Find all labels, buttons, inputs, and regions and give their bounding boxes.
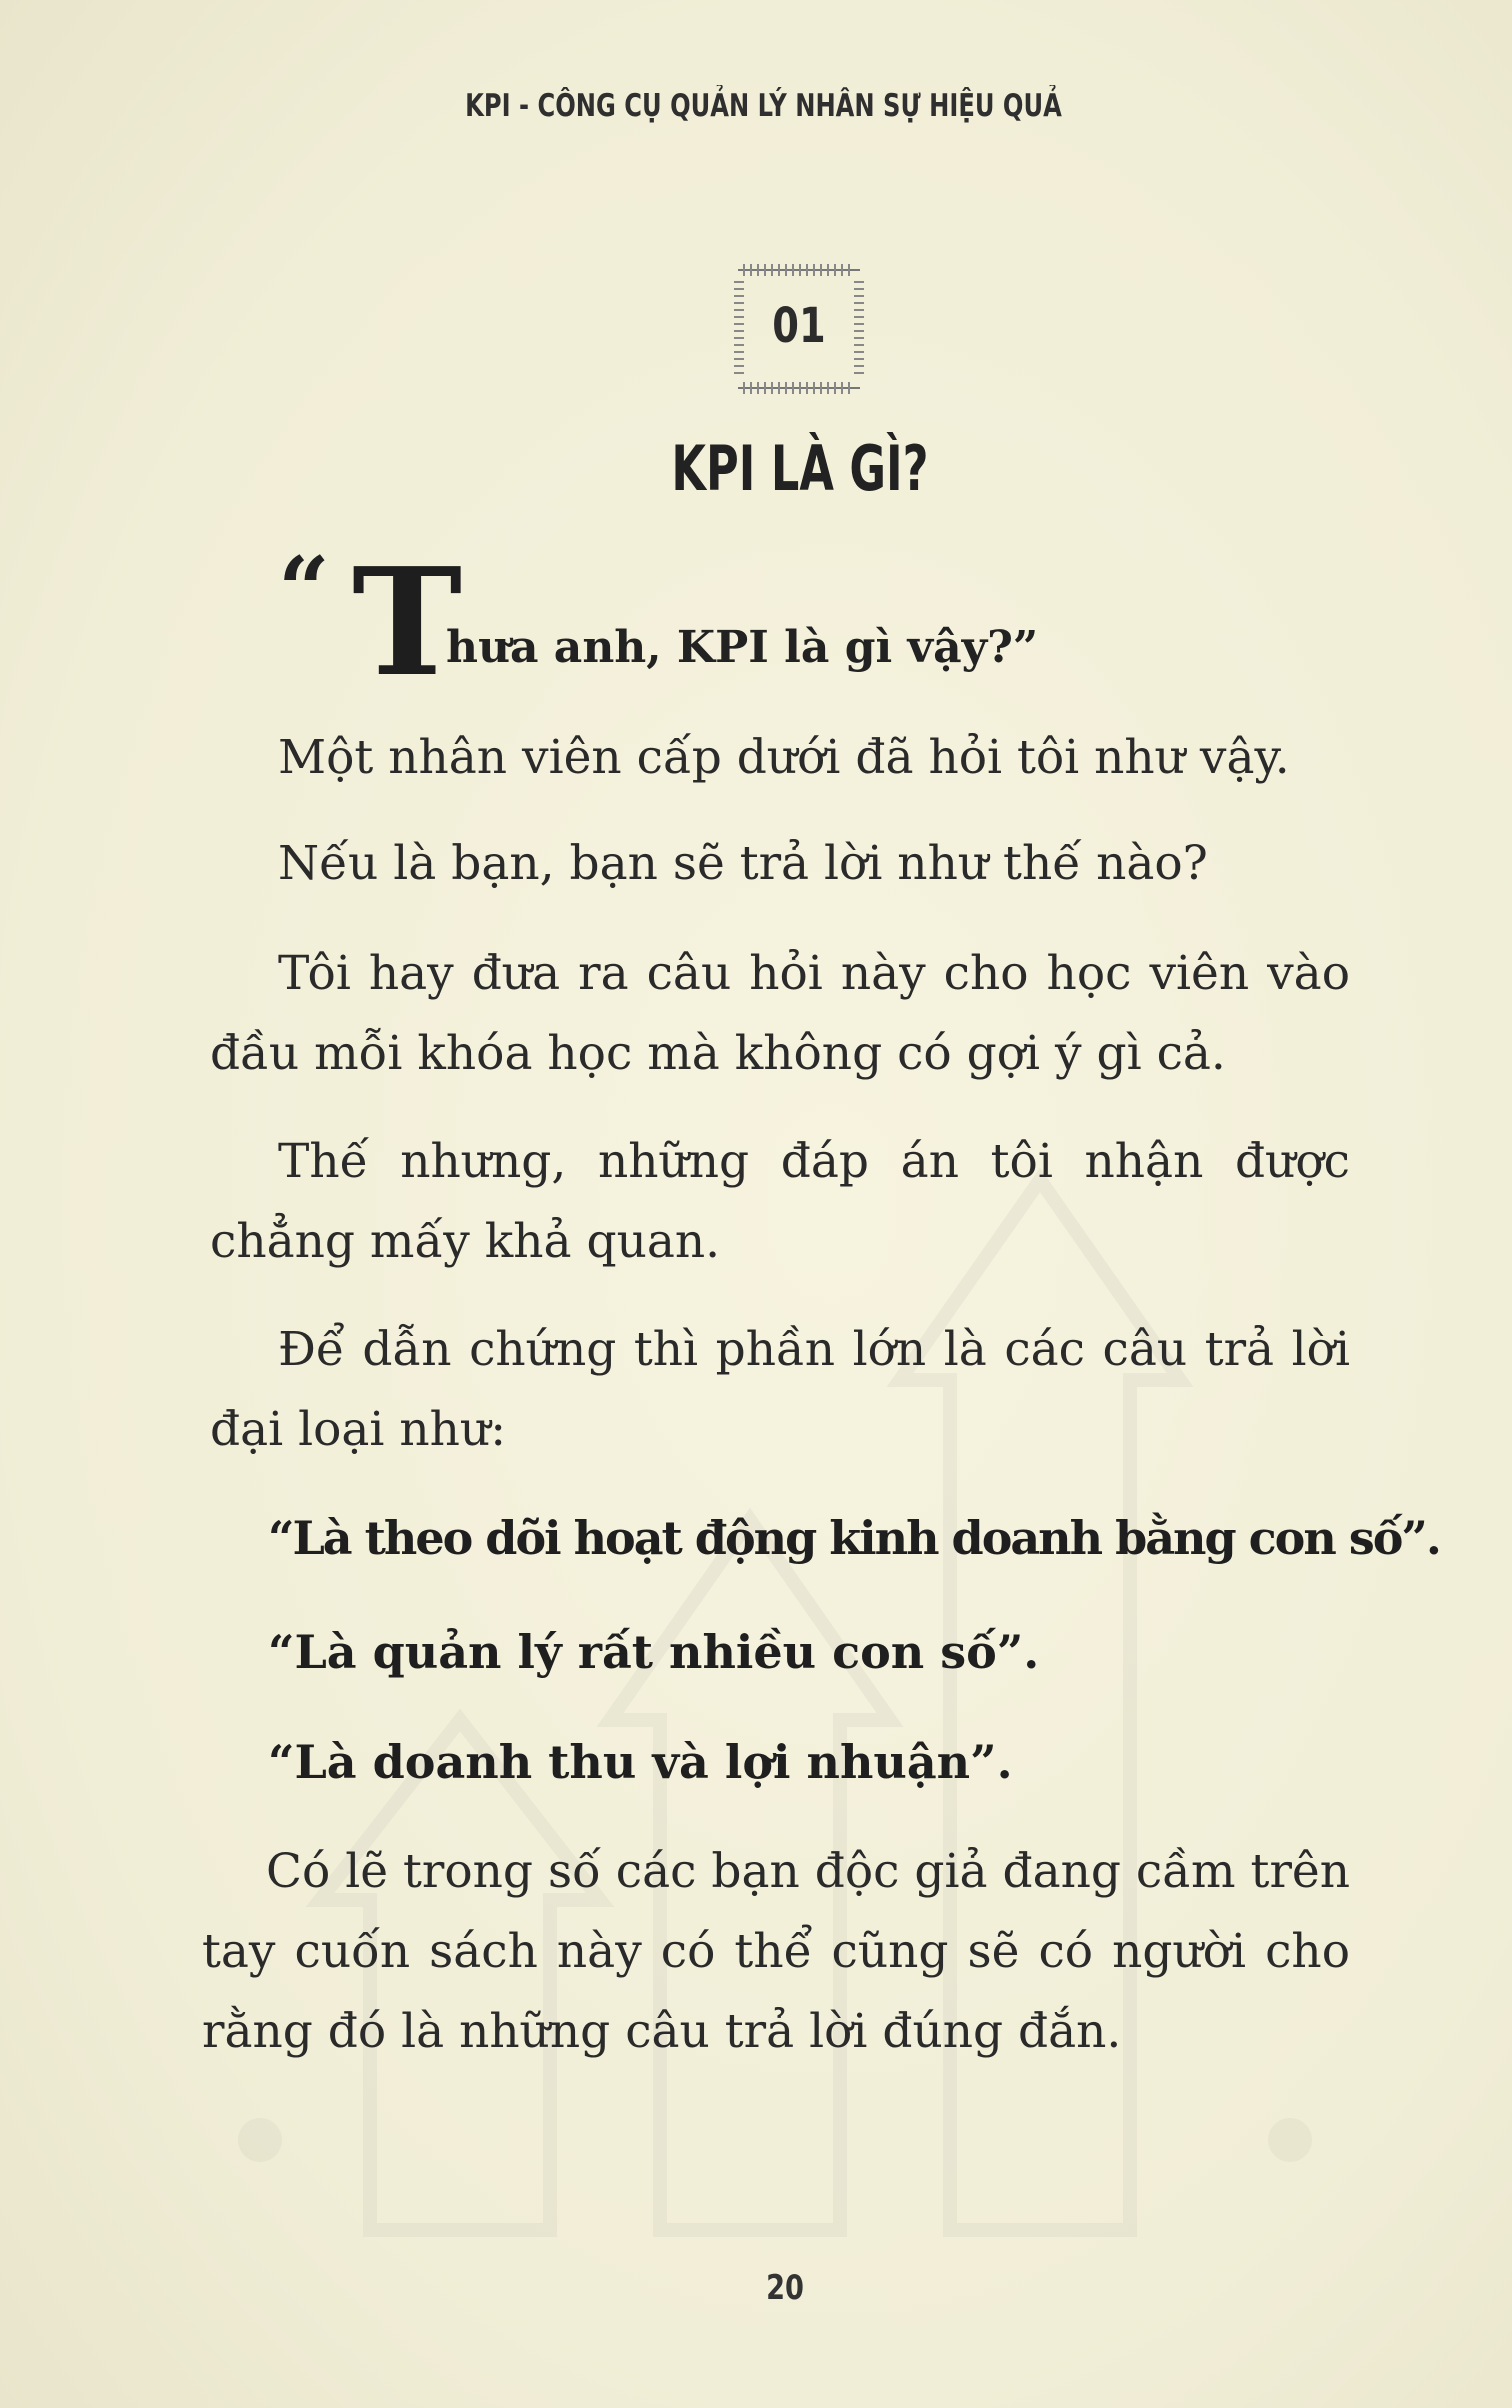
page-number: 20 — [766, 2268, 804, 2308]
paragraph-6-line-2: tay cuốn sách này có thể cũng sẽ có người cho — [202, 1924, 1350, 1979]
opening-line: hưa anh, KPI là gì vậy?” — [446, 622, 1039, 673]
paragraph-4 — [210, 1122, 1350, 1282]
chapter-number-badge — [732, 262, 866, 396]
paragraph-3-line-2: đầu mỗi khóa học mà không có gợi ý gì cả. — [210, 1026, 1226, 1081]
paragraph-5-line-2: đại loại như: — [210, 1402, 507, 1457]
quote-answer-3: “Là doanh thu và lợi nhuận”. — [268, 1735, 1013, 1789]
quote-answer-1: “Là theo dõi hoạt động kinh doanh bằng con số”. — [268, 1511, 1440, 1565]
paragraph-3 — [210, 934, 1350, 1094]
paragraph-4-line-1: Thế nhưng, những đáp án tôi nhận được — [278, 1134, 1350, 1189]
chapter-number: 01 — [772, 298, 826, 354]
paragraph-6 — [202, 1832, 1350, 2072]
paragraph-6-line-1: Có lẽ trong số các bạn độc giả đang cầm trên — [266, 1844, 1350, 1899]
paragraph-3-line-1: Tôi hay đưa ra câu hỏi này cho học viên vào — [278, 946, 1350, 1001]
drop-cap-letter: T — [352, 535, 463, 709]
opening-quote-mark: “ — [278, 537, 330, 643]
paragraph-5-line-1: Để dẫn chứng thì phần lớn là các câu trả lời — [278, 1322, 1350, 1377]
paragraph-1: Một nhân viên cấp dưới đã hỏi tôi như vậy. — [278, 730, 1290, 785]
paragraph-2: Nếu là bạn, bạn sẽ trả lời như thế nào? — [278, 836, 1208, 891]
paragraph-5 — [210, 1310, 1350, 1470]
chapter-title: KPI LÀ GÌ? — [671, 432, 929, 505]
quote-answer-2: “Là quản lý rất nhiều con số”. — [268, 1625, 1040, 1679]
running-head: KPI - CÔNG CỤ QUẢN LÝ NHÂN SỰ HIỆU QUẢ — [465, 88, 1062, 124]
paragraph-6-line-3: rằng đó là những câu trả lời đúng đắn. — [202, 2004, 1122, 2059]
paragraph-4-line-2: chẳng mấy khả quan. — [210, 1214, 721, 1269]
